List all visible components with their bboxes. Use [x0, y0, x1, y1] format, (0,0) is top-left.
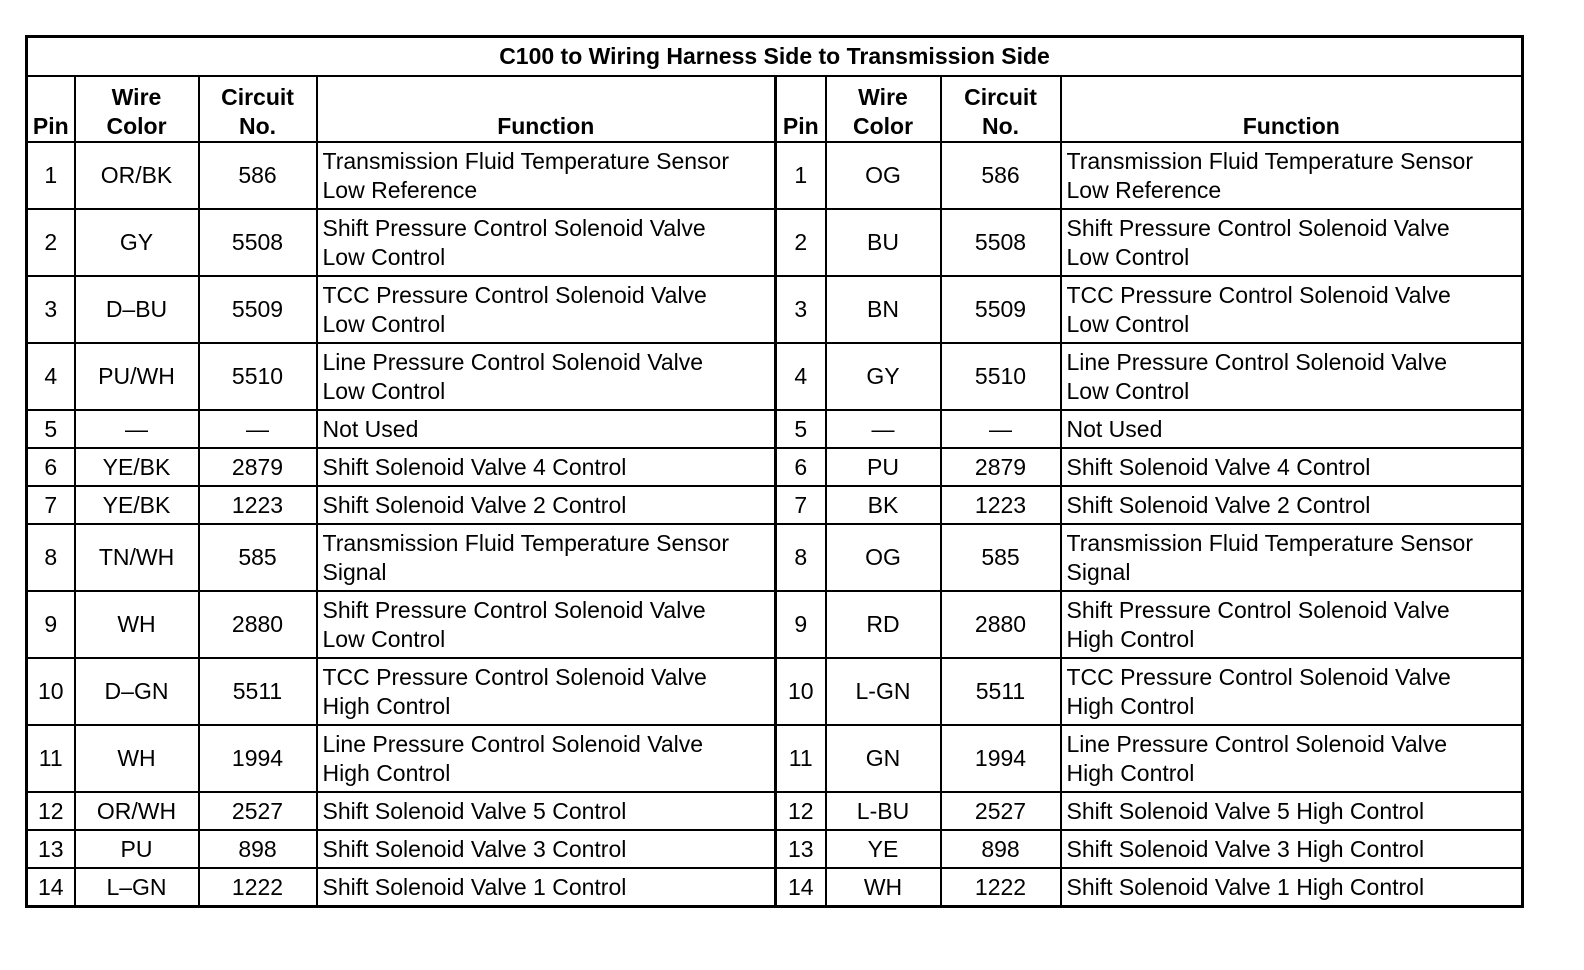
function-line-1: Transmission Fluid Temperature Sensor [322, 147, 729, 174]
transmission-function-cell [1061, 142, 1523, 209]
function-cell [317, 209, 776, 276]
function-line-2: Signal [322, 558, 387, 585]
function-line-2: Low Reference [322, 176, 478, 203]
transmission-pin-cell: 9 [776, 591, 826, 658]
function-line-1: Transmission Fluid Temperature Sensor [1066, 529, 1473, 556]
transmission-circuit-cell: 5511 [941, 658, 1061, 725]
transmission-wire-color-cell: — [826, 410, 941, 448]
function-line-1: Line Pressure Control Solenoid Valve [322, 348, 704, 375]
function-line-1: Transmission Fluid Temperature Sensor [1066, 147, 1473, 174]
function-line-1: Line Pressure Control Solenoid Valve [1066, 348, 1448, 375]
transmission-function-cell [1061, 209, 1523, 276]
function-cell [317, 868, 776, 907]
header-no-label: No. [981, 113, 1020, 139]
function-line-1: Shift Solenoid Valve 1 Control [322, 873, 627, 900]
header-wire-color-harness [75, 76, 199, 142]
transmission-pin-cell: 14 [776, 868, 826, 907]
transmission-circuit-cell: 2879 [941, 448, 1061, 486]
circuit-cell: 5510 [199, 343, 317, 410]
transmission-wire-color-cell: BK [826, 486, 941, 524]
transmission-wire-color-cell: PU [826, 448, 941, 486]
transmission-function-cell [1061, 658, 1523, 725]
function-cell [317, 591, 776, 658]
transmission-wire-color-cell: YE [826, 830, 941, 868]
wire-color-cell: TN/WH [75, 524, 199, 591]
transmission-circuit-cell: 5509 [941, 276, 1061, 343]
circuit-cell: 898 [199, 830, 317, 868]
pin-cell: 10 [27, 658, 75, 725]
header-wire-label: Wire [858, 84, 908, 110]
circuit-cell: 5509 [199, 276, 317, 343]
function-cell [317, 276, 776, 343]
header-no-label: No. [238, 113, 277, 139]
function-cell [317, 142, 776, 209]
table-row [27, 524, 1523, 591]
wire-color-cell: WH [75, 725, 199, 792]
transmission-function-cell [1061, 792, 1523, 830]
function-line-1: Shift Pressure Control Solenoid Valve [1066, 214, 1450, 241]
table-row [27, 830, 1523, 868]
function-cell [317, 725, 776, 792]
circuit-cell: 2879 [199, 448, 317, 486]
function-line-2: Low Control [1066, 377, 1190, 404]
function-cell [317, 658, 776, 725]
wire-color-cell: L–GN [75, 868, 199, 907]
header-function-harness: Function [317, 76, 776, 142]
circuit-cell: 5508 [199, 209, 317, 276]
function-line-1: Shift Solenoid Valve 4 Control [1066, 453, 1371, 480]
function-line-2: Signal [1066, 558, 1131, 585]
transmission-wire-color-cell: BN [826, 276, 941, 343]
header-wire-label: Wire [111, 84, 162, 110]
transmission-wire-color-cell: BU [826, 209, 941, 276]
wire-color-cell: PU/WH [75, 343, 199, 410]
transmission-circuit-cell: 898 [941, 830, 1061, 868]
wire-color-cell: PU [75, 830, 199, 868]
transmission-pin-cell: 12 [776, 792, 826, 830]
circuit-cell: 1994 [199, 725, 317, 792]
function-cell [317, 410, 776, 448]
transmission-circuit-cell: 2527 [941, 792, 1061, 830]
connector-pinout-table [25, 35, 1524, 908]
function-line-1: Shift Solenoid Valve 2 Control [322, 491, 627, 518]
table-header-row [27, 76, 1523, 142]
transmission-wire-color-cell: OG [826, 524, 941, 591]
transmission-function-cell [1061, 725, 1523, 792]
transmission-circuit-cell: 1222 [941, 868, 1061, 907]
pin-cell: 6 [27, 448, 75, 486]
function-line-2: Low Control [322, 377, 446, 404]
circuit-cell: 585 [199, 524, 317, 591]
header-circuit-label: Circuit [221, 84, 294, 110]
circuit-cell: 1222 [199, 868, 317, 907]
function-line-1: Not Used [322, 415, 419, 442]
transmission-pin-cell: 11 [776, 725, 826, 792]
pin-cell: 14 [27, 868, 75, 907]
function-cell [317, 830, 776, 868]
function-line-1: Shift Pressure Control Solenoid Valve [1066, 596, 1450, 623]
wire-color-cell: OR/WH [75, 792, 199, 830]
table-row [27, 792, 1523, 830]
transmission-function-cell [1061, 868, 1523, 907]
table-row [27, 410, 1523, 448]
transmission-wire-color-cell: RD [826, 591, 941, 658]
transmission-function-cell [1061, 830, 1523, 868]
pin-cell: 5 [27, 410, 75, 448]
transmission-pin-cell: 7 [776, 486, 826, 524]
function-cell [317, 524, 776, 591]
function-line-2: Low Control [1066, 310, 1190, 337]
function-line-1: Shift Solenoid Valve 5 High Control [1066, 797, 1425, 824]
transmission-function-cell [1061, 486, 1523, 524]
function-line-2: Low Control [1066, 243, 1190, 270]
pin-cell: 7 [27, 486, 75, 524]
function-line-1: TCC Pressure Control Solenoid Valve [1066, 281, 1451, 308]
table-row [27, 658, 1523, 725]
table-row [27, 343, 1523, 410]
pin-cell: 13 [27, 830, 75, 868]
function-line-1: TCC Pressure Control Solenoid Valve [1066, 663, 1451, 690]
pin-cell: 2 [27, 209, 75, 276]
function-line-1: Shift Pressure Control Solenoid Valve [322, 596, 706, 623]
transmission-function-cell [1061, 343, 1523, 410]
table-body [27, 142, 1523, 907]
function-line-1: Not Used [1066, 415, 1163, 442]
function-line-1: Shift Solenoid Valve 4 Control [322, 453, 627, 480]
transmission-wire-color-cell: L-BU [826, 792, 941, 830]
transmission-circuit-cell: — [941, 410, 1061, 448]
circuit-cell: — [199, 410, 317, 448]
transmission-circuit-cell: 2880 [941, 591, 1061, 658]
table-row [27, 209, 1523, 276]
circuit-cell: 2880 [199, 591, 317, 658]
function-cell [317, 448, 776, 486]
function-line-1: Shift Pressure Control Solenoid Valve [322, 214, 706, 241]
table-row [27, 591, 1523, 658]
transmission-circuit-cell: 5508 [941, 209, 1061, 276]
wire-color-cell: WH [75, 591, 199, 658]
function-line-2: High Control [1066, 625, 1195, 652]
transmission-pin-cell: 2 [776, 209, 826, 276]
header-function-transmission: Function [1061, 76, 1523, 142]
function-line-1: Line Pressure Control Solenoid Valve [322, 730, 704, 757]
wire-color-cell: OR/BK [75, 142, 199, 209]
function-line-1: Transmission Fluid Temperature Sensor [322, 529, 729, 556]
pin-cell: 8 [27, 524, 75, 591]
table-row [27, 142, 1523, 209]
function-line-1: TCC Pressure Control Solenoid Valve [322, 281, 707, 308]
table-title: C100 to Wiring Harness Side to Transmission Side [27, 37, 1523, 77]
function-line-1: TCC Pressure Control Solenoid Valve [322, 663, 707, 690]
circuit-cell: 5511 [199, 658, 317, 725]
transmission-function-cell [1061, 448, 1523, 486]
circuit-cell: 586 [199, 142, 317, 209]
function-line-1: Shift Solenoid Valve 2 Control [1066, 491, 1371, 518]
function-line-1: Shift Solenoid Valve 3 High Control [1066, 835, 1425, 862]
transmission-circuit-cell: 1223 [941, 486, 1061, 524]
function-cell [317, 792, 776, 830]
transmission-wire-color-cell: L-GN [826, 658, 941, 725]
function-line-2: Low Control [322, 243, 446, 270]
header-pin-transmission: Pin [776, 76, 826, 142]
table-row [27, 448, 1523, 486]
pin-cell: 9 [27, 591, 75, 658]
header-color-label: Color [106, 113, 167, 139]
transmission-pin-cell: 8 [776, 524, 826, 591]
pin-cell: 3 [27, 276, 75, 343]
transmission-function-cell [1061, 524, 1523, 591]
transmission-circuit-cell: 586 [941, 142, 1061, 209]
transmission-function-cell [1061, 410, 1523, 448]
transmission-wire-color-cell: GN [826, 725, 941, 792]
table-row [27, 725, 1523, 792]
function-line-2: Low Control [322, 310, 446, 337]
pin-cell: 1 [27, 142, 75, 209]
transmission-wire-color-cell: OG [826, 142, 941, 209]
function-line-2: Low Control [322, 625, 446, 652]
header-circuit-harness [199, 76, 317, 142]
header-circuit-transmission [941, 76, 1061, 142]
function-cell [317, 486, 776, 524]
wire-color-cell: YE/BK [75, 448, 199, 486]
function-line-2: Low Reference [1066, 176, 1222, 203]
header-color-label: Color [852, 113, 914, 139]
header-circuit-label: Circuit [964, 84, 1037, 110]
wire-color-cell: GY [75, 209, 199, 276]
transmission-function-cell [1061, 276, 1523, 343]
transmission-pin-cell: 10 [776, 658, 826, 725]
function-line-1: Shift Solenoid Valve 1 High Control [1066, 873, 1425, 900]
transmission-pin-cell: 3 [776, 276, 826, 343]
function-line-1: Line Pressure Control Solenoid Valve [1066, 730, 1448, 757]
function-line-1: Shift Solenoid Valve 5 Control [322, 797, 627, 824]
pin-cell: 4 [27, 343, 75, 410]
circuit-cell: 1223 [199, 486, 317, 524]
transmission-circuit-cell: 5510 [941, 343, 1061, 410]
table-row [27, 868, 1523, 907]
transmission-wire-color-cell: WH [826, 868, 941, 907]
pin-cell: 11 [27, 725, 75, 792]
function-line-2: High Control [322, 759, 451, 786]
function-cell [317, 343, 776, 410]
wire-color-cell: — [75, 410, 199, 448]
transmission-pin-cell: 13 [776, 830, 826, 868]
wire-color-cell: D–GN [75, 658, 199, 725]
transmission-pin-cell: 5 [776, 410, 826, 448]
transmission-pin-cell: 4 [776, 343, 826, 410]
transmission-circuit-cell: 585 [941, 524, 1061, 591]
pin-cell: 12 [27, 792, 75, 830]
header-wire-color-transmission [826, 76, 941, 142]
transmission-pin-cell: 1 [776, 142, 826, 209]
circuit-cell: 2527 [199, 792, 317, 830]
table-row [27, 486, 1523, 524]
wire-color-cell: YE/BK [75, 486, 199, 524]
function-line-2: High Control [1066, 692, 1195, 719]
table-row [27, 276, 1523, 343]
transmission-circuit-cell: 1994 [941, 725, 1061, 792]
transmission-function-cell [1061, 591, 1523, 658]
header-pin-harness: Pin [27, 76, 75, 142]
function-line-2: High Control [1066, 759, 1195, 786]
wire-color-cell: D–BU [75, 276, 199, 343]
function-line-2: High Control [322, 692, 451, 719]
transmission-wire-color-cell: GY [826, 343, 941, 410]
table-title-row [27, 37, 1523, 77]
transmission-pin-cell: 6 [776, 448, 826, 486]
function-line-1: Shift Solenoid Valve 3 Control [322, 835, 627, 862]
